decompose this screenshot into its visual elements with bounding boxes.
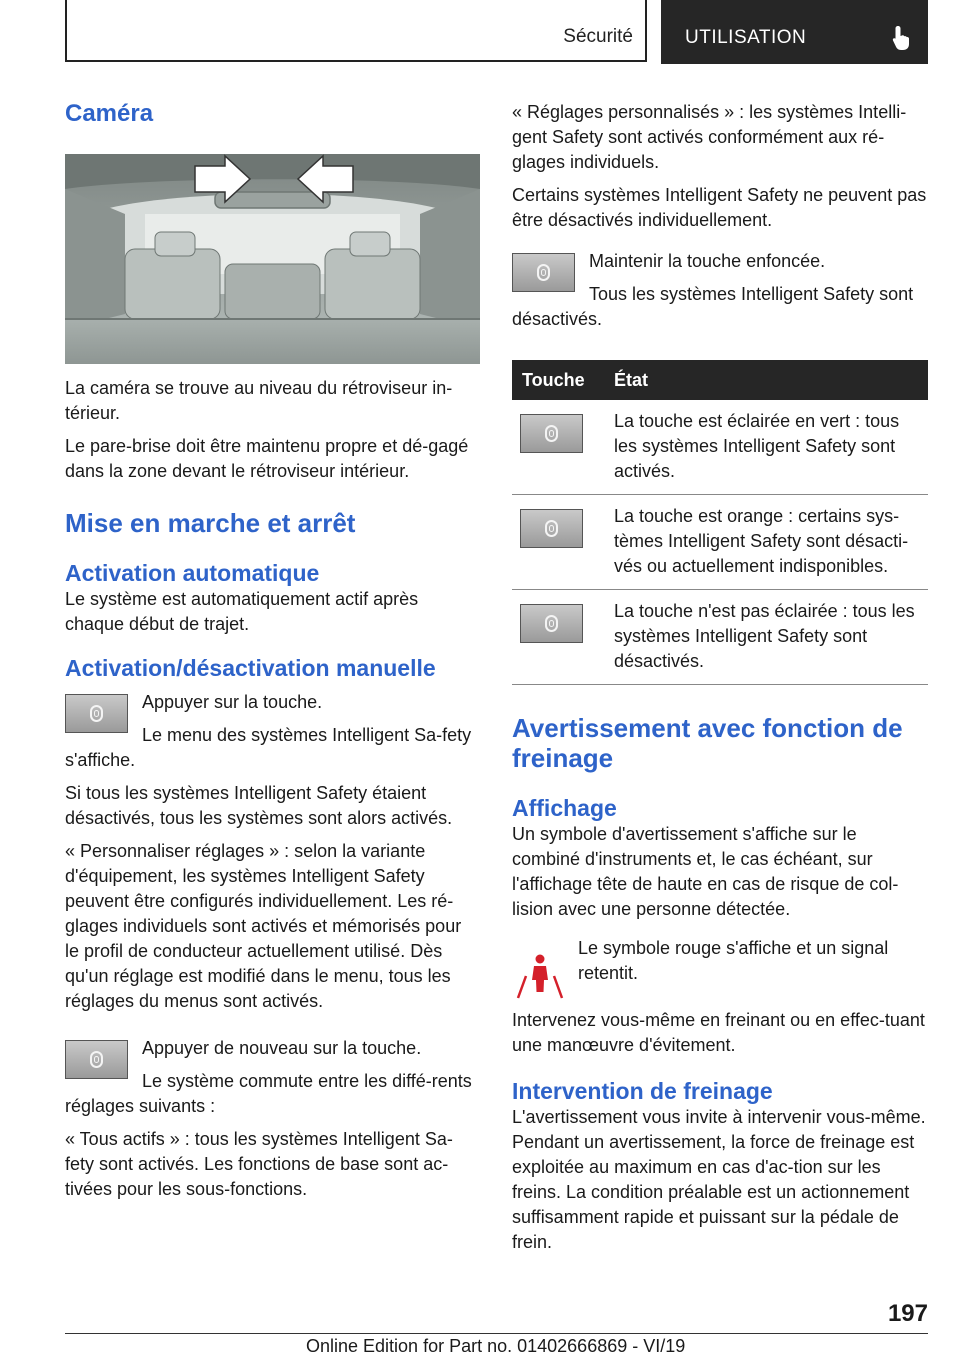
table-row	[512, 400, 928, 495]
chapter-title: UTILISATION	[685, 27, 807, 48]
section-title: Sécurité	[563, 26, 633, 47]
symbol-text: Le symbole rouge s'affiche et un signal retentit.	[578, 938, 889, 983]
table-row	[512, 590, 928, 685]
intelligent-safety-button-icon	[65, 694, 128, 733]
manual-text-3: « Tous actifs » : tous les systèmes Intelligent Sa-fety sont activés. Les fonctions de base sont ac-tivées pour les sous-fonctions.	[65, 1129, 453, 1199]
button-3-step: Maintenir la touche enfoncée.	[589, 251, 826, 271]
heading-brake-intervention: Intervention de freinage	[512, 1078, 773, 1104]
button-3-result: Tous les systèmes Intelligent Safety sont désactivés.	[512, 284, 914, 329]
heading-on-off: Mise en marche et arrêt	[65, 508, 356, 538]
button-1-step: Appuyer sur la touche.	[142, 692, 323, 712]
table-header-row	[512, 360, 928, 400]
table-cell-state: La touche n'est pas éclairée : tous les systèmes Intelligent Safety sont désactivés.	[606, 590, 928, 685]
manual-text-1: Si tous les systèmes Intelligent Safety étaient désactivés, tous les systèmes sont alors activés.	[65, 783, 453, 828]
table-cell-state: La touche est éclairée en vert : tous les systèmes Intelligent Safety sont activés.	[606, 400, 928, 495]
custom-settings-text: « Réglages personnalisés » : les systèmes Intelli-gent Safety sont activés conformément aux ré-glages individuels.	[512, 102, 907, 172]
intelligent-safety-button-icon	[512, 253, 575, 292]
intelligent-safety-button-icon	[520, 509, 583, 548]
page-number: 197	[887, 1300, 928, 1327]
display-text: Un symbole d'avertissement s'affiche sur le combiné d'instruments et, le cas échéant, sur l'affichage tête de haute en cas de risque de col-lision avec une personne détectée.	[512, 824, 899, 919]
camera-text-1: La caméra se trouve au niveau du rétroviseur in-térieur.	[65, 378, 453, 423]
button-instruction-1	[65, 690, 480, 781]
heading-display: Affichage	[512, 795, 617, 821]
pointing-hand-icon	[890, 24, 916, 52]
table-cell-state: La touche est orange : certains sys-tèmes Intelligent Safety sont désacti-vés ou actuellement indisponibles.	[606, 495, 928, 590]
button-instruction-2	[65, 1036, 480, 1127]
pedestrian-warning-icon	[512, 946, 568, 1002]
right-column	[512, 100, 928, 1263]
not-deactivatable-text: Certains systèmes Intelligent Safety ne peuvent pas être désactivés individuellement.	[512, 185, 927, 230]
button-instruction-3	[512, 249, 928, 340]
intelligent-safety-button-icon	[520, 414, 583, 453]
intelligent-safety-button-icon	[65, 1040, 128, 1079]
heading-warning-braking: Avertissement avec fonction de freinage	[512, 713, 903, 773]
heading-auto-activation: Activation automatique	[65, 560, 320, 586]
camera-text-2: Le pare-brise doit être maintenu propre et dé-gagé dans la zone devant le rétroviseur intérieur.	[65, 436, 469, 481]
table-header-button: Touche	[512, 360, 606, 400]
button-2-result: Le système commute entre les diffé-rents réglages suivants :	[65, 1071, 472, 1116]
chapter-tab	[661, 0, 928, 64]
button-2-step: Appuyer de nouveau sur la touche.	[142, 1038, 422, 1058]
table-row	[512, 495, 928, 590]
intelligent-safety-button-icon	[520, 604, 583, 643]
heading-camera: Caméra	[65, 100, 154, 127]
heading-manual-activation: Activation/désactivation manuelle	[65, 655, 436, 681]
table-header-state: État	[606, 360, 928, 400]
page-header	[65, 0, 928, 64]
brake-intervention-text: L'avertissement vous invite à intervenir vous-même. Pendant un avertissement, la force de freinage est exploitée au maximum en cas d'ac-tion sur les freins. La condition préalable est un actionnement suffisamment rapide et puissant sur la pédale de frein.	[512, 1107, 926, 1252]
section-tab	[65, 0, 647, 62]
auto-activation-text: Le système est automatiquement actif après chaque début de trajet.	[65, 589, 419, 634]
left-column	[65, 100, 480, 1210]
intervene-text: Intervenez vous-même en freinant ou en effec-tuant une manœuvre d'évitement.	[512, 1010, 925, 1055]
footer-divider	[65, 1333, 928, 1334]
manual-text-2: « Personnaliser réglages » : selon la variante d'équipement, les systèmes Intelligent Safety peuvent être configurés individuellement. Les ré-glages individuels sont activés et mémorisés pour le profil de conducteur actuellement utilisé. Dès qu'un réglage est modifié dans le menu, tous les réglages du menus sont activés.	[65, 841, 462, 1011]
warning-symbol-row	[512, 930, 928, 1008]
button-state-table	[512, 360, 928, 685]
edition-text: Online Edition for Part no. 01402666869 - VI/19	[306, 1336, 686, 1356]
camera-location-photo	[65, 154, 480, 364]
button-1-result: Le menu des systèmes Intelligent Sa-fety s'affiche.	[65, 725, 472, 770]
